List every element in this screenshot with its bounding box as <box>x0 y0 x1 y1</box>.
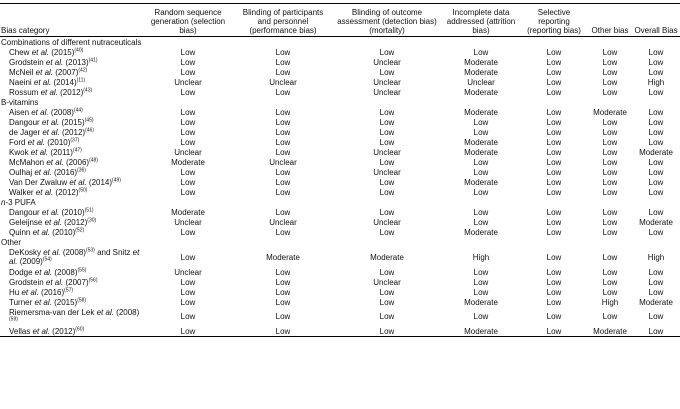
bias-rating-cell: Low <box>473 218 489 228</box>
bias-rating-cell: Low <box>546 47 562 57</box>
bias-rating-cell: Moderate <box>464 57 498 67</box>
bias-rating-cell: Low <box>602 252 618 262</box>
bias-rating-cell: Moderate <box>464 148 498 158</box>
bias-rating-cell: Low <box>180 178 196 188</box>
table-row <box>0 228 680 238</box>
bias-rating-cell: Low <box>648 168 664 178</box>
bias-rating-cell: Unclear <box>467 77 495 87</box>
bias-rating-cell: Low <box>379 326 395 336</box>
table-row <box>0 208 680 218</box>
study-cell: Chew et al. $(2015)^{(40)}$ <box>9 46 84 57</box>
bias-rating-cell: Low <box>546 252 562 262</box>
bias-rating-cell: Low <box>275 47 291 57</box>
table-row <box>0 287 680 297</box>
bias-rating-cell: High <box>647 252 665 262</box>
bias-rating-cell: Low <box>275 148 291 158</box>
bias-rating-cell: Low <box>275 178 291 188</box>
bias-rating-cell: Unclear <box>174 77 202 87</box>
study-cell: Ford et al. $(2010)^{(37)}$ <box>9 137 80 147</box>
section-row <box>0 238 680 248</box>
bias-rating-cell: Low <box>180 228 196 238</box>
bias-rating-cell: Low <box>379 127 395 137</box>
study-cell: Grodstein et al. $(2013)^{(41)}$ <box>9 56 98 67</box>
bias-rating-cell: Low <box>275 87 291 97</box>
header-row <box>0 4 680 37</box>
bias-rating-cell: Low <box>602 168 618 178</box>
bias-rating-cell: Unclear <box>269 158 297 168</box>
bias-rating-cell: Low <box>379 287 395 297</box>
study-cell: Kwok et al. $(2011)^{(47)}$ <box>9 147 82 158</box>
bias-rating-cell: Low <box>180 47 196 57</box>
bias-rating-cell: Low <box>546 168 562 178</box>
bias-rating-cell: Low <box>379 188 395 198</box>
bias-rating-cell: Low <box>473 117 489 127</box>
bias-rating-cell: Low <box>602 287 618 297</box>
study-cell: McMahon et al. $(2006)^{(48)}$ <box>9 157 98 168</box>
header-attrition-bias: Incomplete data addressed (attrition bias) <box>446 8 516 35</box>
study-cell: Geleijnse et al. $(2012)^{(30)}$ <box>9 217 97 228</box>
table-row <box>0 148 680 158</box>
bias-rating-cell: Low <box>602 87 618 97</box>
bias-rating-cell: Low <box>602 158 618 168</box>
bias-rating-cell: Low <box>546 297 562 307</box>
bias-rating-cell: Low <box>546 287 562 297</box>
table-row <box>0 168 680 178</box>
study-cell: de Jager et al. $(2012)^{(46)}$ <box>9 127 94 137</box>
section-title: n-3 PUFA <box>1 198 36 208</box>
bias-rating-cell: Unclear <box>373 218 401 228</box>
bias-rating-cell: Low <box>648 107 664 117</box>
bias-rating-cell: Unclear <box>269 77 297 87</box>
table-row <box>0 57 680 67</box>
bias-rating-cell: Low <box>275 228 291 238</box>
bias-rating-cell: Low <box>602 218 618 228</box>
bias-rating-cell: Low <box>602 67 618 77</box>
study-cell: Riemersma-van der Lek et al. $(2008)^{(59)}$ <box>9 307 140 323</box>
bias-rating-cell: Low <box>602 228 618 238</box>
bias-rating-cell: Moderate <box>171 208 205 218</box>
table-row <box>0 158 680 168</box>
header-detection-bias: Blinding of outcome assessment (detection bias) (mortality) <box>337 8 437 35</box>
bias-rating-cell: Low <box>648 57 664 67</box>
bias-rating-cell: Low <box>275 57 291 67</box>
table-row <box>0 188 680 198</box>
header-overall-bias: Overall Bias <box>634 26 678 35</box>
bias-rating-cell: Low <box>180 252 196 262</box>
bias-rating-cell: Low <box>275 107 291 117</box>
bias-rating-cell: Low <box>546 87 562 97</box>
bias-rating-cell: Low <box>473 287 489 297</box>
bias-rating-cell: Low <box>379 208 395 218</box>
bias-rating-cell: Low <box>180 297 196 307</box>
table-row <box>0 218 680 228</box>
bias-rating-cell: Low <box>602 148 618 158</box>
bias-rating-cell: Low <box>546 137 562 147</box>
bias-rating-cell: Low <box>473 267 489 277</box>
bias-rating-cell: Moderate <box>370 252 404 262</box>
bias-rating-cell: Low <box>546 57 562 67</box>
header-performance-bias: Blinding of participants and personnel (performance bias) <box>242 8 324 35</box>
bias-rating-cell: Low <box>379 117 395 127</box>
bias-rating-cell: Low <box>379 267 395 277</box>
bias-rating-cell: Moderate <box>593 107 627 117</box>
bias-rating-cell: Low <box>602 47 618 57</box>
study-cell: Hu et al. $(2016)^{(57)}$ <box>9 286 74 297</box>
bias-rating-cell: Low <box>546 127 562 137</box>
bias-rating-cell: Low <box>473 277 489 287</box>
study-cell: Naeini et al. $(2014)^{(11)}$ <box>9 77 86 87</box>
bias-rating-cell: Low <box>648 228 664 238</box>
header-reporting-bias: Selective reporting (reporting bias) <box>527 8 581 35</box>
bias-rating-cell: Low <box>473 312 489 322</box>
bias-rating-cell: Low <box>602 277 618 287</box>
bias-rating-cell: Low <box>275 127 291 137</box>
bias-rating-cell: Low <box>546 67 562 77</box>
bias-rating-cell: Low <box>180 287 196 297</box>
bias-rating-cell: Low <box>180 137 196 147</box>
bias-rating-cell: Moderate <box>171 158 205 168</box>
bias-rating-cell: Low <box>180 57 196 67</box>
bias-rating-cell: Low <box>180 107 196 117</box>
study-cell: Grodstein et al. $(2007)^{(56)}$ <box>9 276 98 287</box>
bias-rating-cell: Unclear <box>373 87 401 97</box>
study-cell: Rossum et al. $(2012)^{(43)}$ <box>9 87 93 97</box>
bias-rating-cell: High <box>472 252 490 262</box>
bias-rating-cell: Low <box>648 47 664 57</box>
bias-rating-cell: Low <box>275 188 291 198</box>
bias-rating-cell: Moderate <box>464 67 498 77</box>
table-body <box>0 37 680 337</box>
bias-rating-cell: Low <box>546 107 562 117</box>
study-cell: Walker et al. $(2012)^{(50)}$ <box>9 187 88 198</box>
bias-rating-cell: Low <box>473 168 489 178</box>
bias-rating-cell: Unclear <box>373 168 401 178</box>
bias-rating-cell: Low <box>546 267 562 277</box>
bias-rating-cell: Low <box>546 148 562 158</box>
bias-rating-cell: Low <box>275 137 291 147</box>
section-title: Combinations of different nutraceuticals <box>1 37 142 47</box>
study-cell: Quinn et al. $(2010)^{(52)}$ <box>9 227 85 238</box>
bias-rating-cell: Low <box>648 137 664 147</box>
bias-rating-cell: Moderate <box>464 297 498 307</box>
study-cell: Oulhaj et al. $(2016)^{(36)}$ <box>9 167 86 178</box>
study-cell: Dangour et al. $(2015)^{(45)}$ <box>9 117 94 127</box>
bias-rating-cell: Low <box>180 127 196 137</box>
section-title: B-vitamins <box>1 97 39 107</box>
bias-rating-cell: Low <box>546 158 562 168</box>
bias-rating-cell: Low <box>473 158 489 168</box>
bias-rating-cell: Low <box>379 158 395 168</box>
bias-rating-cell: Low <box>180 117 196 127</box>
table-row <box>0 87 680 97</box>
bias-rating-cell: Low <box>602 312 618 322</box>
bias-rating-cell: Low <box>379 312 395 322</box>
bias-rating-cell: Low <box>275 67 291 77</box>
section-row <box>0 198 680 208</box>
bias-rating-cell: Low <box>275 287 291 297</box>
bias-rating-cell: Low <box>546 218 562 228</box>
bias-rating-cell: Low <box>546 117 562 127</box>
bias-rating-cell: Low <box>275 168 291 178</box>
bias-rating-cell: Unclear <box>174 218 202 228</box>
bias-rating-cell: Low <box>602 267 618 277</box>
bias-rating-cell: Unclear <box>373 57 401 67</box>
bias-rating-cell: Moderate <box>464 137 498 147</box>
bias-rating-cell: Unclear <box>174 148 202 158</box>
bias-rating-cell: Low <box>602 208 618 218</box>
bias-rating-cell: Low <box>546 77 562 87</box>
table-row <box>0 277 680 287</box>
bias-rating-cell: Low <box>379 107 395 117</box>
section-row <box>0 37 680 48</box>
header-bias-category: Bias category <box>1 26 50 35</box>
bias-rating-cell: Low <box>379 178 395 188</box>
bias-rating-cell: Low <box>180 326 196 336</box>
risk-of-bias-table <box>0 3 680 337</box>
bias-rating-cell: Unclear <box>269 218 297 228</box>
bias-rating-cell: Unclear <box>174 267 202 277</box>
study-cell: Van Der Zwaluw et al. $(2014)^{(49)}$ <box>9 177 121 188</box>
study-cell: McNeil et al. $(2007)^{(42)}$ <box>9 67 88 77</box>
bias-rating-cell: Low <box>180 188 196 198</box>
bias-rating-cell: Low <box>648 67 664 77</box>
bias-rating-cell: Low <box>602 77 618 87</box>
bias-rating-cell: Low <box>546 208 562 218</box>
bias-rating-cell: Low <box>648 208 664 218</box>
study-cell: DeKosky et al. $(2008)^{(53)}$ and Snitz et al. $(2009)^{(54)}$ <box>9 247 140 267</box>
bias-rating-cell: Low <box>275 267 291 277</box>
bias-rating-cell: Low <box>379 47 395 57</box>
bias-rating-cell: Low <box>648 158 664 168</box>
bias-rating-cell: Low <box>275 208 291 218</box>
bias-rating-cell: Unclear <box>373 148 401 158</box>
bias-rating-cell: Low <box>379 228 395 238</box>
bias-rating-cell: Low <box>602 137 618 147</box>
bias-rating-cell: Low <box>379 297 395 307</box>
bias-rating-cell: High <box>647 77 665 87</box>
bias-rating-cell: Low <box>473 188 489 198</box>
bias-rating-cell: Low <box>473 127 489 137</box>
table-row <box>0 248 680 267</box>
table-row <box>0 137 680 147</box>
bias-rating-cell: Low <box>473 47 489 57</box>
table-row <box>0 107 680 117</box>
table-row <box>0 47 680 57</box>
bias-rating-cell: Moderate <box>266 252 300 262</box>
bias-rating-cell: Moderate <box>639 148 673 158</box>
table-row <box>0 67 680 77</box>
bias-rating-cell: Low <box>379 67 395 77</box>
table-row <box>0 297 680 307</box>
study-cell: Aisen et al. $(2008)^{(44)}$ <box>9 107 83 117</box>
bias-rating-cell: Low <box>546 277 562 287</box>
bias-rating-cell: Low <box>180 67 196 77</box>
bias-rating-cell: Low <box>180 87 196 97</box>
study-cell: Dodge et al. $(2008)^{(55)}$ <box>9 266 87 277</box>
bias-rating-cell: Low <box>180 312 196 322</box>
bias-rating-cell: Low <box>648 178 664 188</box>
bias-rating-cell: Low <box>180 168 196 178</box>
bias-rating-cell: Low <box>648 127 664 137</box>
bias-rating-cell: Moderate <box>593 326 627 336</box>
bias-rating-cell: Low <box>180 277 196 287</box>
bias-rating-cell: Low <box>546 228 562 238</box>
table-row <box>0 127 680 137</box>
header-selection-bias: Random sequence generation (selection bias) <box>150 8 226 35</box>
bias-rating-cell: Low <box>602 117 618 127</box>
study-cell: Dangour et al. $(2010)^{(51)}$ <box>9 207 94 218</box>
bias-rating-cell: Low <box>546 188 562 198</box>
study-cell: Vellas et al. $(2012)^{(60)}$ <box>9 326 85 336</box>
bias-rating-cell: Low <box>602 57 618 67</box>
table-row <box>0 267 680 277</box>
bias-rating-cell: Low <box>648 287 664 297</box>
table-row <box>0 326 680 337</box>
header-other-bias: Other bias <box>591 26 629 35</box>
bias-rating-cell: Moderate <box>464 228 498 238</box>
bias-rating-cell: Low <box>546 178 562 188</box>
bias-rating-cell: Low <box>648 267 664 277</box>
bias-rating-cell: Low <box>546 326 562 336</box>
bias-rating-cell: Low <box>275 312 291 322</box>
bias-rating-cell: Low <box>648 87 664 97</box>
bias-rating-cell: Moderate <box>464 87 498 97</box>
bias-rating-cell: Low <box>602 178 618 188</box>
bias-rating-cell: Low <box>275 117 291 127</box>
bias-rating-cell: Low <box>648 326 664 336</box>
bias-rating-cell: Moderate <box>639 297 673 307</box>
bias-rating-cell: High <box>601 297 619 307</box>
bias-rating-cell: Low <box>379 137 395 147</box>
bias-rating-cell: Low <box>275 277 291 287</box>
bias-rating-cell: Low <box>648 277 664 287</box>
section-title: Other <box>1 238 22 248</box>
bias-rating-cell: Moderate <box>464 178 498 188</box>
bias-rating-cell: Low <box>275 297 291 307</box>
bias-rating-cell: Moderate <box>464 107 498 117</box>
bias-rating-cell: Low <box>648 312 664 322</box>
bias-rating-cell: Low <box>648 117 664 127</box>
bias-rating-cell: Low <box>648 188 664 198</box>
bias-rating-cell: Low <box>546 312 562 322</box>
section-row <box>0 97 680 107</box>
table-row <box>0 117 680 127</box>
table-row <box>0 307 680 326</box>
study-cell: Turner et al. $(2015)^{(58)}$ <box>9 296 87 307</box>
bias-rating-cell: Unclear <box>373 277 401 287</box>
bias-rating-cell: Moderate <box>464 326 498 336</box>
bias-rating-cell: Low <box>473 208 489 218</box>
bias-rating-cell: Moderate <box>639 218 673 228</box>
bias-rating-cell: Low <box>602 188 618 198</box>
table-row <box>0 77 680 87</box>
table-row <box>0 178 680 188</box>
bias-rating-cell: Low <box>275 326 291 336</box>
bias-rating-cell: Unclear <box>373 77 401 87</box>
bias-rating-cell: Low <box>602 127 618 137</box>
